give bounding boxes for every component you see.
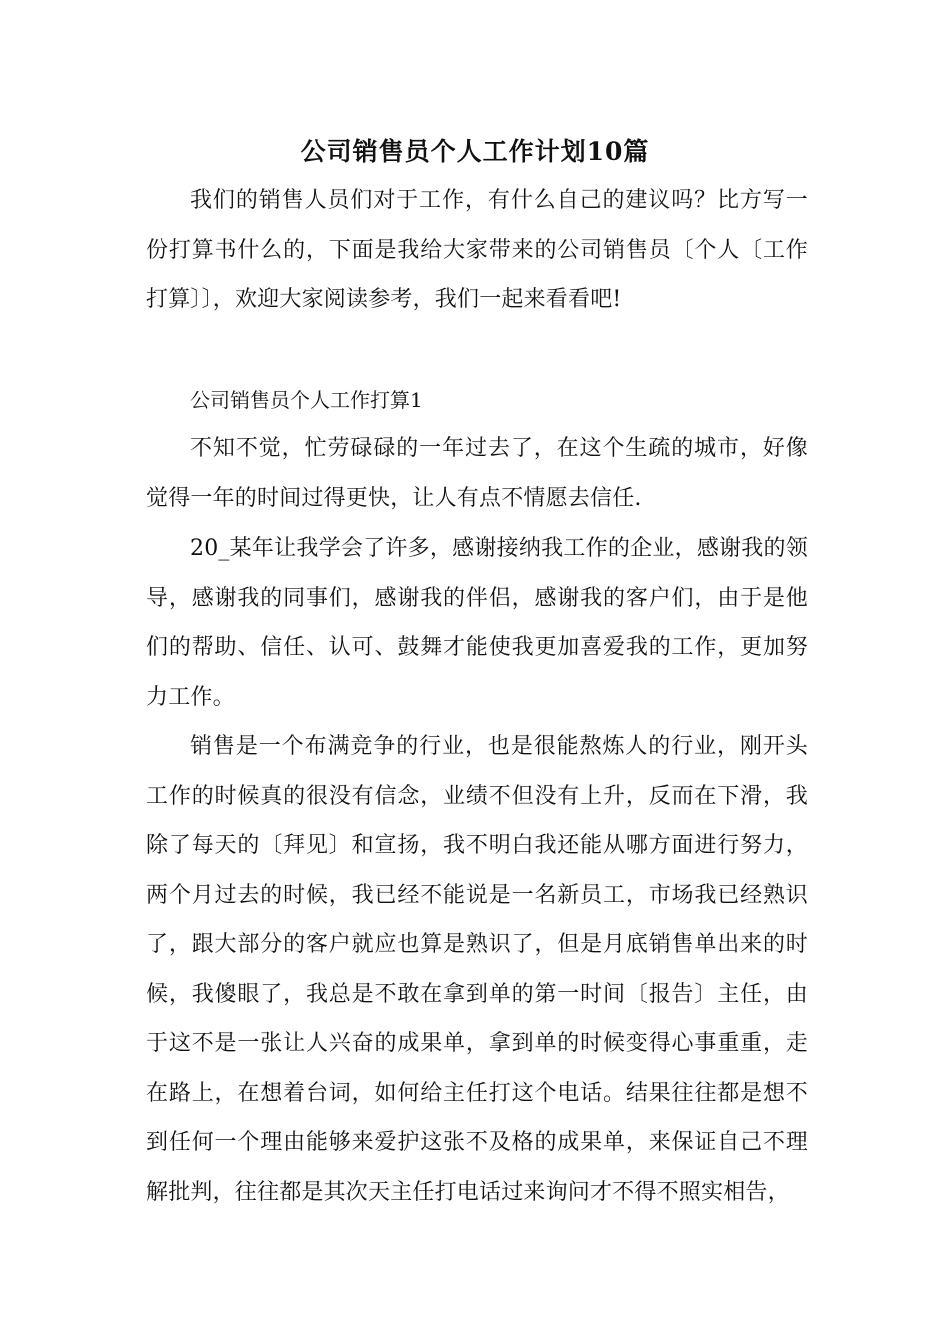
body-paragraph-3: 销售是一个布满竞争的行业，也是很能熬炼人的行业，刚开头工作的时候真的很没有信念，业绩不但没有上升，反而在下滑，我除了每天的〔拜见〕和宣扬，我不明白我还能从哪方面进行努力，两个月过去的时候，我已经不能说是一名新员工，市场我已经熟识了，跟大部分的客户就应也算是熟识了，但是月底销售单出来的时候，我傻眼了，我总是不敢在拿到单的第一时间〔报告〕主任，由于这不是一张让人兴奋的成果单，拿到单的时候变得心事重重，走在路上，在想着台词，如何给主任打这个电话。结果往往都是想不到任何一个理由能够来爱护这张不及格的成果单，来保证自己不理解批判，往往都是其次天主任打电话过来询问才不得不照实相告， (146, 734, 808, 1205)
intro-paragraph: 我们的销售人员们对于工作，有什么自己的建议吗？比方写一份打算书什么的，下面是我给大家带来的公司销售员〔个人〔工作打算〕〕，欢迎大家阅读参考，我们一起来看看吧! (146, 188, 808, 312)
body-paragraph-2: 20_某年让我学会了许多，感谢接纳我工作的企业，感谢我的领导，感谢我的同事们，感谢我的伴侣，感谢我的客户们，由于是他们的帮助、信任、认可、鼓舞才能使我更加喜爱我的工作，更加努力工作。 (146, 536, 808, 710)
section-heading: 公司销售员个人工作打算1 (190, 388, 423, 412)
body-paragraph-1: 不知不觉，忙劳碌碌的一年过去了，在这个生疏的城市，好像觉得一年的时间过得更快，让人有点不情愿去信任. (146, 436, 808, 511)
document-title: 公司销售员个人工作计划10篇 (300, 137, 650, 166)
